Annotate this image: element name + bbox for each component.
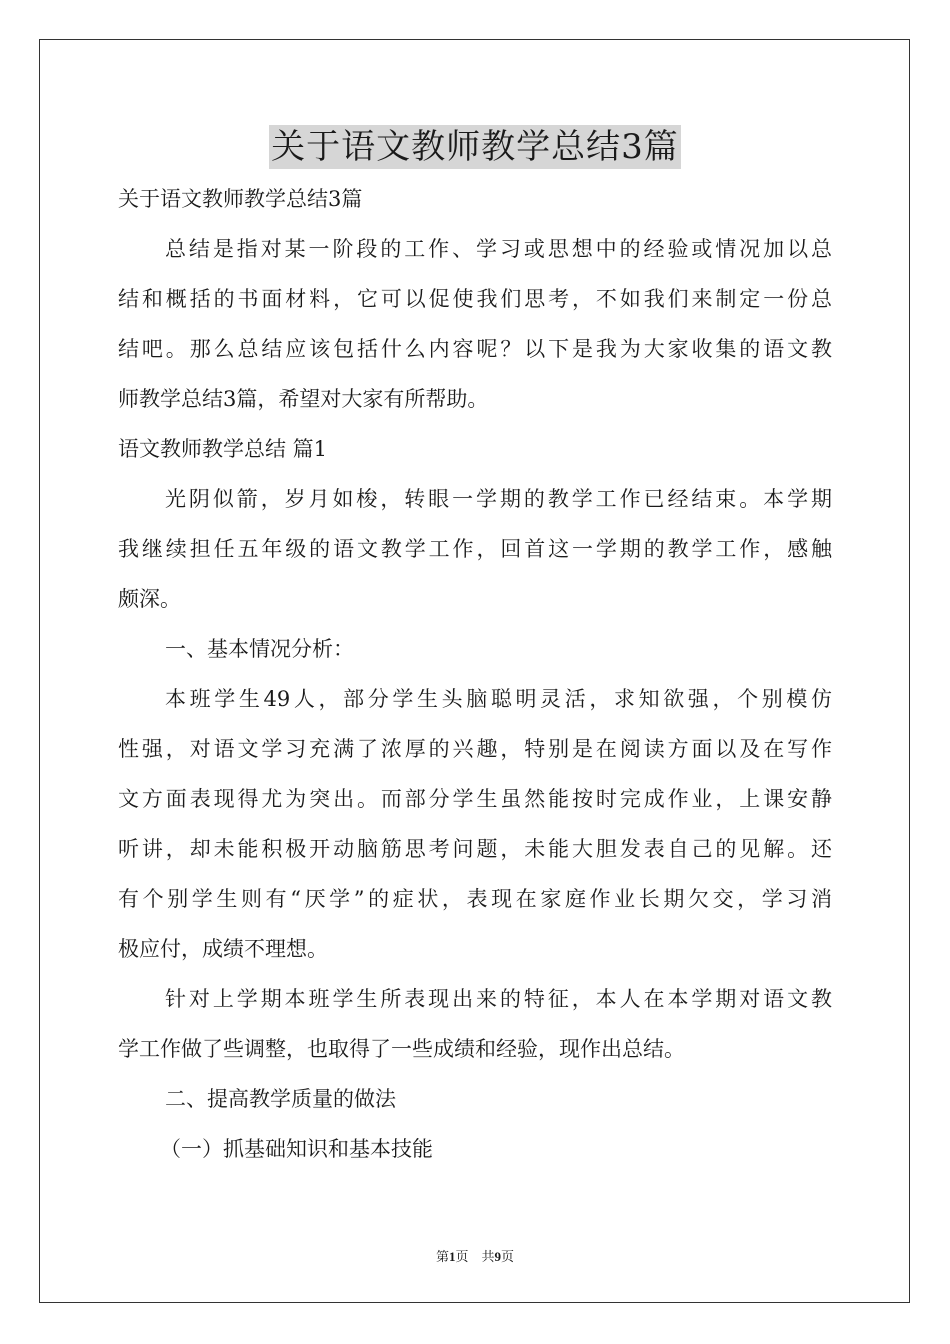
- paragraph-line: 有个别学生则有“厌学”的症状，表现在家庭作业长期欠交，学习消: [118, 887, 832, 911]
- section-heading: 语文教师教学总结 篇1: [118, 437, 328, 461]
- paragraph-line: 本班学生49人，部分学生头脑聪明灵活，求知欲强，个别模仿: [165, 687, 832, 711]
- paragraph-line: 光阴似箭，岁月如梭，转眼一学期的教学工作已经结束。本学期: [165, 487, 832, 511]
- subtitle-line: 关于语文教师教学总结3篇: [118, 187, 363, 211]
- paragraph-line: 结和概括的书面材料，它可以促使我们思考，不如我们来制定一份总: [118, 287, 832, 311]
- document-title: [0, 125, 950, 169]
- page-footer: [0, 1248, 950, 1266]
- paragraph-line: 师教学总结3篇，希望对大家有所帮助。: [118, 387, 489, 411]
- paragraph-line: 我继续担任五年级的语文教学工作，回首这一学期的教学工作，感触: [118, 537, 832, 561]
- current-page-number: 1: [448, 1249, 456, 1264]
- footer-middle: 页 共: [455, 1249, 495, 1264]
- paragraph-line: 总结是指对某一阶段的工作、学习或思想中的经验或情况加以总: [165, 237, 832, 261]
- paragraph-line: 性强，对语文学习充满了浓厚的兴趣，特别是在阅读方面以及在写作: [118, 737, 832, 761]
- footer-suffix: 页: [501, 1249, 515, 1264]
- subsection-heading: （一）抓基础知识和基本技能: [160, 1137, 433, 1161]
- section-heading: 二、提高教学质量的做法: [165, 1087, 396, 1111]
- paragraph-line: 极应付，成绩不理想。: [118, 937, 328, 961]
- paragraph-line: 颇深。: [118, 587, 181, 611]
- total-pages-number: 9: [494, 1249, 501, 1264]
- paragraph-line: 听讲，却未能积极开动脑筋思考问题，未能大胆发表自己的见解。还: [118, 837, 832, 861]
- paragraph-line: 针对上学期本班学生所表现出来的特征，本人在本学期对语文教: [165, 987, 832, 1011]
- document-title-text: 关于语文教师教学总结3篇: [271, 127, 679, 167]
- paragraph-line: 结吧。那么总结应该包括什么内容呢？以下是我为大家收集的语文教: [118, 337, 832, 361]
- section-heading: 一、基本情况分析：: [165, 637, 354, 661]
- paragraph-line: 学工作做了些调整，也取得了一些成绩和经验，现作出总结。: [118, 1037, 685, 1061]
- paragraph-line: 文方面表现得尤为突出。而部分学生虽然能按时完成作业，上课安静: [118, 787, 832, 811]
- footer-prefix: 第: [435, 1249, 449, 1264]
